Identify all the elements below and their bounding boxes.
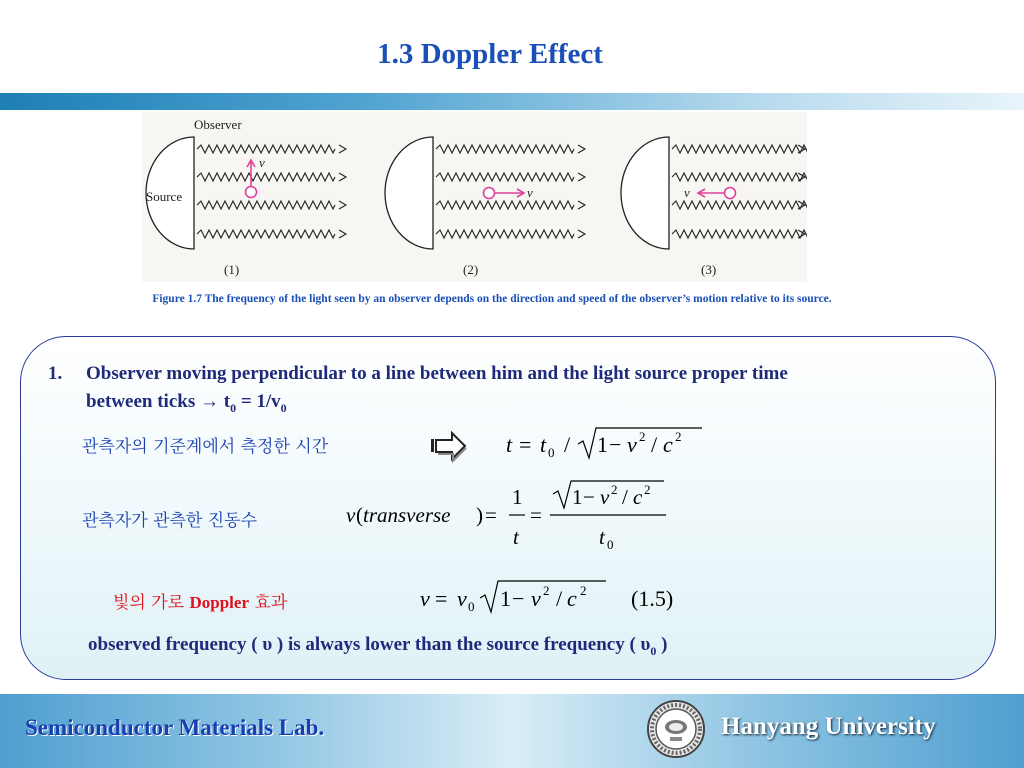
doppler-figure xyxy=(142,112,807,282)
svg-text:(: ( xyxy=(356,503,363,527)
svg-text:v: v xyxy=(420,586,430,611)
svg-text:=: = xyxy=(485,503,497,527)
svg-text:2: 2 xyxy=(543,583,550,598)
svg-text:transverse: transverse xyxy=(363,503,451,527)
equation-transverse xyxy=(346,478,676,554)
svg-text:t: t xyxy=(599,525,605,549)
header-bar xyxy=(0,93,1024,110)
svg-text:v: v xyxy=(531,586,541,611)
svg-text:t: t xyxy=(540,432,547,457)
svg-text:v: v xyxy=(457,586,467,611)
svg-text:−: − xyxy=(512,586,525,611)
panel-label-1: (1) xyxy=(224,262,240,277)
lab-name: Semiconductor Materials Lab. xyxy=(25,715,325,740)
velocity-label-3: v xyxy=(684,185,690,200)
svg-text:v: v xyxy=(627,432,637,457)
svg-text:c: c xyxy=(633,485,643,509)
svg-text:v: v xyxy=(346,503,356,527)
svg-text:1: 1 xyxy=(597,432,608,457)
equation-number: (1.5) xyxy=(631,586,674,611)
svg-text:t: t xyxy=(506,432,513,457)
panel-label-2: (2) xyxy=(463,262,479,277)
svg-text:1: 1 xyxy=(572,485,583,509)
item-text xyxy=(86,360,946,422)
slide-title: 1.3 Doppler Effect xyxy=(377,38,603,70)
svg-text:=: = xyxy=(519,432,532,457)
svg-text:2: 2 xyxy=(580,583,587,598)
svg-text:c: c xyxy=(567,586,577,611)
svg-text:2: 2 xyxy=(639,429,646,444)
conclusion-text: observed frequency ( υ ) is always lower than the source frequency ( $\upsilon_0$ ) xyxy=(88,634,668,658)
korean-proper-time-label: 관측자의 기준계에서 측정한 시간 xyxy=(82,437,329,457)
svg-text:t: t xyxy=(513,525,519,549)
svg-text:2: 2 xyxy=(675,429,682,444)
panel-label-3: (3) xyxy=(701,262,717,277)
svg-text:/: / xyxy=(556,586,563,611)
svg-text:0: 0 xyxy=(607,537,614,552)
observer-label: Observer xyxy=(194,117,242,132)
svg-text:c: c xyxy=(663,432,673,457)
svg-text:/: / xyxy=(564,432,571,457)
svg-text:/: / xyxy=(651,432,658,457)
source-label: Source xyxy=(146,189,183,204)
svg-text:2: 2 xyxy=(644,482,651,497)
svg-text:−: − xyxy=(609,432,622,457)
svg-text:1: 1 xyxy=(512,485,523,509)
velocity-label-1: v xyxy=(259,155,265,170)
svg-text:−: − xyxy=(583,485,595,509)
figure-caption: Figure 1.7 The frequency of the light seen by an observer depends on the direction and speed of the observer’s motion relative to its source. xyxy=(152,293,832,305)
svg-text:0: 0 xyxy=(468,599,475,614)
svg-text:v: v xyxy=(600,485,610,509)
korean-transverse-doppler-label: 빛의 가로 Doppler 효과 xyxy=(113,593,288,613)
equation-1-5 xyxy=(420,576,620,616)
svg-text:1: 1 xyxy=(500,586,511,611)
svg-text:): ) xyxy=(476,503,483,527)
svg-text:=: = xyxy=(435,586,448,611)
item-number: 1. xyxy=(48,363,63,384)
item-text-line2: between ticks → $t_0 = 1/v_0$ xyxy=(86,391,287,415)
equation-proper-time xyxy=(506,424,706,464)
korean-observed-frequency-label: 관측자가 관측한 진동수 xyxy=(82,511,258,531)
university-seal-icon xyxy=(646,699,706,759)
implies-arrow-icon xyxy=(430,430,468,464)
svg-text:2: 2 xyxy=(611,482,618,497)
svg-text:=: = xyxy=(530,503,542,527)
university-name: Hanyang University xyxy=(721,713,936,740)
svg-text:0: 0 xyxy=(548,445,555,460)
item-text-line1: Observer moving perpendicular to a line between him and the light source proper time xyxy=(86,363,788,384)
svg-text:/: / xyxy=(622,485,628,509)
velocity-label-2: v xyxy=(527,185,533,200)
